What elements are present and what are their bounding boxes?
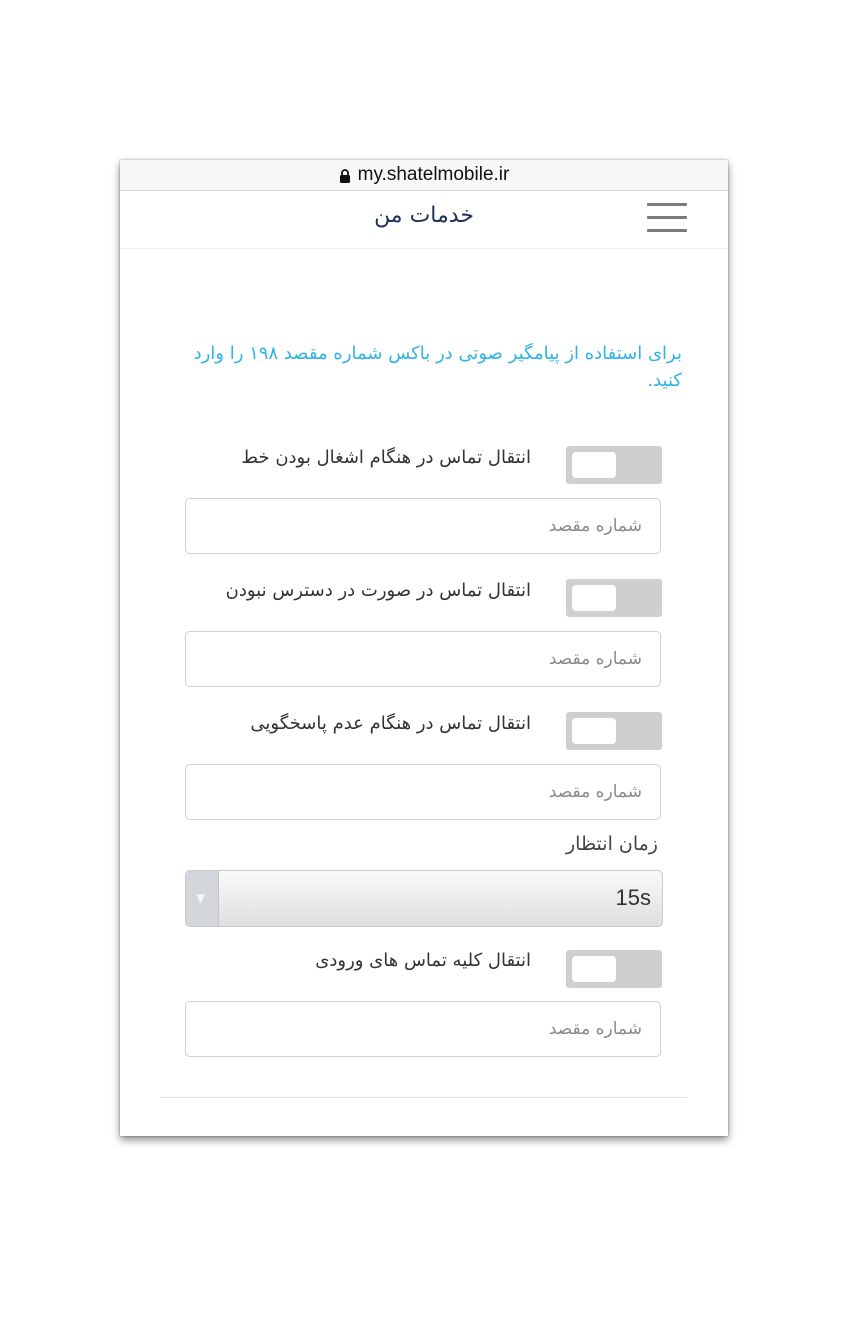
forward-busy-field[interactable] [185,498,661,554]
forward-no-answer-label: انتقال تماس در هنگام عدم پاسخگویی [250,713,531,734]
voicemail-notice: برای استفاده از پیامگیر صوتی در باکس شماره مقصد ۱۹۸ را وارد کنید. [193,343,682,391]
address-bar[interactable] [120,160,728,191]
toggle-knob [572,956,616,982]
forward-no-answer-toggle[interactable] [566,712,662,750]
dropdown-arrow-icon: ▼ [196,891,206,905]
wait-time-label: زمان انتظار [566,833,658,855]
forward-busy-toggle[interactable] [566,446,662,484]
forward-all-input[interactable] [186,1002,660,1056]
forward-unreachable-toggle[interactable] [566,579,662,617]
forward-all-label: انتقال کلیه تماس های ورودی [315,950,531,971]
forward-no-answer-input[interactable] [186,765,660,819]
app-header [120,191,728,249]
forward-all-field[interactable] [185,1001,661,1057]
hamburger-menu-icon[interactable] [647,203,687,233]
toggle-knob [572,718,616,744]
forward-no-answer-field[interactable] [185,764,661,820]
toggle-knob [572,452,616,478]
forward-unreachable-label: انتقال تماس در صورت در دسترس نبودن [225,580,531,601]
wait-time-select[interactable] [185,870,663,927]
divider [160,1097,687,1098]
phone-frame [120,160,728,1136]
select-arrow-box [186,871,219,926]
wait-time-value: 15s [615,885,651,910]
forward-unreachable-input[interactable] [186,632,660,686]
forward-busy-label: انتقال تماس در هنگام اشغال بودن خط [241,447,531,468]
toggle-knob [572,585,616,611]
url-text: my.shatelmobile.ir [357,164,510,185]
forward-all-toggle[interactable] [566,950,662,988]
forward-busy-input[interactable] [186,499,660,553]
page-title: خدمات من [374,203,474,228]
forward-unreachable-field[interactable] [185,631,661,687]
lock-icon [339,169,351,183]
